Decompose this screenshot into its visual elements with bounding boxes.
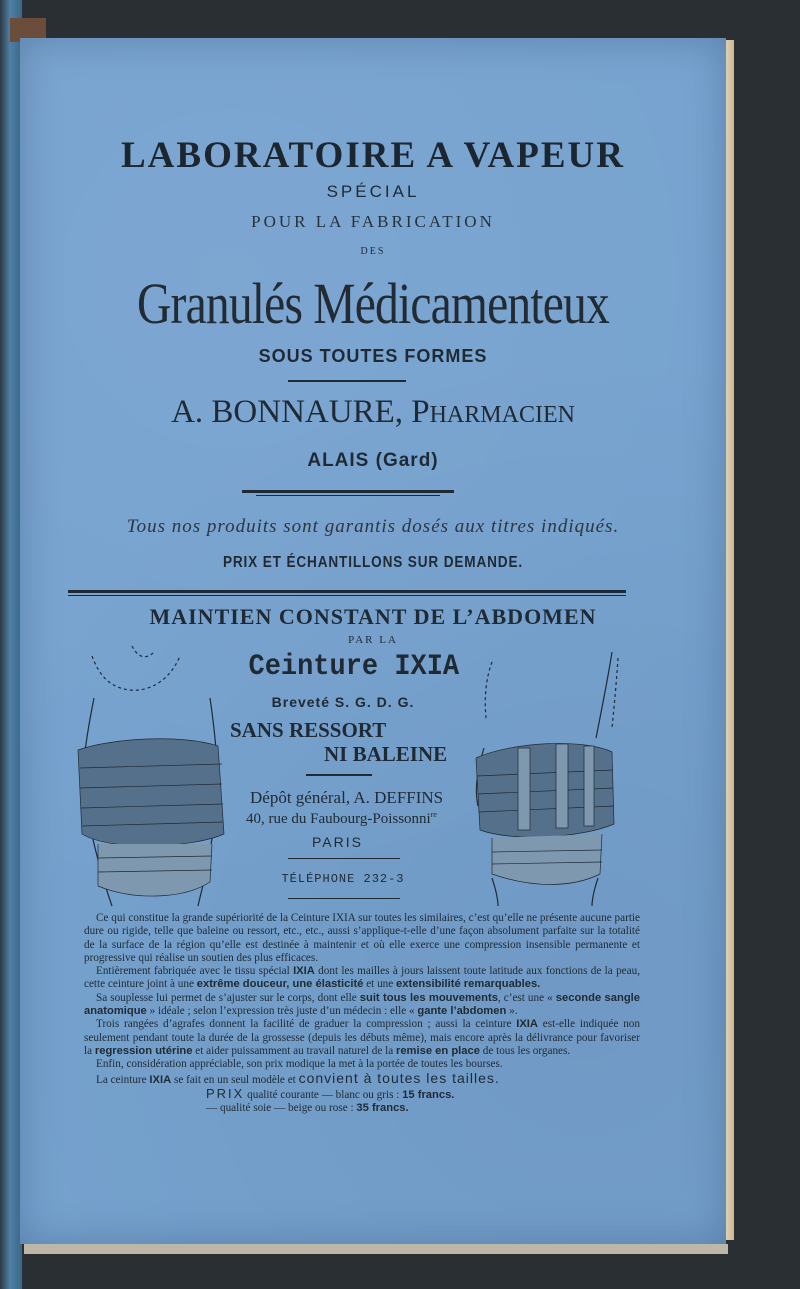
paragraph-5: Enfin, considération appréciable, son prix modique la met à la portée de toutes les bourses. [96,1058,503,1071]
guarantee-text: Tous nos produits sont garantis dosés aux titres indiqués. [126,516,620,537]
advertisement-page [20,38,726,1244]
no-spring-label: SANS RESSORT [230,718,387,742]
patent-label: Breveté S. G. D. G. [271,694,415,710]
forms-label: SOUS TOUTES FORMES [258,346,488,366]
divider-rule [288,380,406,382]
paragraph-2: Entièrement fabriquée avec le tissu spécial IXIA dont les mailles à jours laissent toute latitude aux fonctions de la peau, cette ceinture joint à une extrême douceur, une élasticité et une extensibilité remarquables. [84,965,640,991]
depot-city: PARIS [312,834,363,850]
fabrication-label: POUR LA FABRICATION [251,212,495,231]
left-page-strip [0,0,22,1289]
small-divider [306,774,372,776]
phone-label: TÉLÉPHONE 232-3 [281,872,405,886]
body-text [84,912,640,1115]
price-line-2: — qualité soie — beige ou rose : 35 francs. [206,1102,409,1115]
paragraph-1: Ce qui constitue la grande supériorité de la Ceinture IXIA sur toutes les similaires, c’est qu’elle ne présente aucune partie dure ou rigide, telle que baleine ou ressort, etc., etc., aussi s’applique-t-elle d’une façon absolument parfaite sur la totalité de la surface de la région qu’elle est destinée à maintenir et où elle exerce une compression insensible permanente et progressive qui réalise un soutien des plus efficaces. [84,912,640,964]
page-bottom-edge [24,1244,728,1254]
address-label: 40, rue du Faubourg-Poissonni$^{re}$ [246,810,437,827]
section-rule-thin [68,595,626,596]
paragraph-3: Sa souplesse lui permet de s’ajuster sur le corps, dont elle suit tous les mouvements, c’est une « seconde sangle anatomique » idéale ; selon l’expression très juste d’un médecin : elle « gante l’abdomen ». [84,991,640,1018]
ad-headline: MAINTIEN CONSTANT DE L’ABDOMEN [149,604,597,629]
price-line-1: PRIX qualité courante — blanc ou gris : 15 francs. [206,1085,455,1101]
no-bone-label: NI BALEINE [324,742,448,766]
section-rule-thick [68,590,626,593]
phone-rule-bottom [288,898,400,899]
girdle-back-illustration [462,638,632,908]
pharmacist-city: ALAIS (Gard) [307,450,439,471]
paragraph-6: La ceinture IXIA se fait en un seul modèle et convient à toutes les tailles. [96,1069,500,1086]
pharmacist-name: A. BONNAURE, PHARMACIEN [171,394,575,430]
product-name: Ceinture IXIA [248,650,460,684]
paragraph-4: Trois rangées d’agrafes donnent la facilité de graduer la compression ; aussi la ceinture IXIA est-elle indiquée non seulement pendant toute la durée de la grossesse (depuis les débuts même), mais encore après la délivrance pour favoriser la regression utérine et aider puissamment au travail naturel de la remise en place de tous les organes. [84,1018,640,1057]
phone-rule-top [288,858,400,859]
divider-thin [256,495,440,496]
par-la-label: PAR LA [348,634,398,646]
divider-thick [242,490,454,493]
des-label: DES [360,246,386,257]
product-headline: Granulés Médicamenteux [137,271,609,336]
special-label: SPÉCIAL [326,182,420,201]
samples-text: PRIX ET ÉCHANTILLONS SUR DEMANDE. [222,554,524,571]
depot-label: Dépôt général, A. DEFFINS [250,788,444,807]
laboratory-title: LABORATOIRE A VAPEUR [121,135,625,176]
girdle-front-illustration [72,638,242,908]
